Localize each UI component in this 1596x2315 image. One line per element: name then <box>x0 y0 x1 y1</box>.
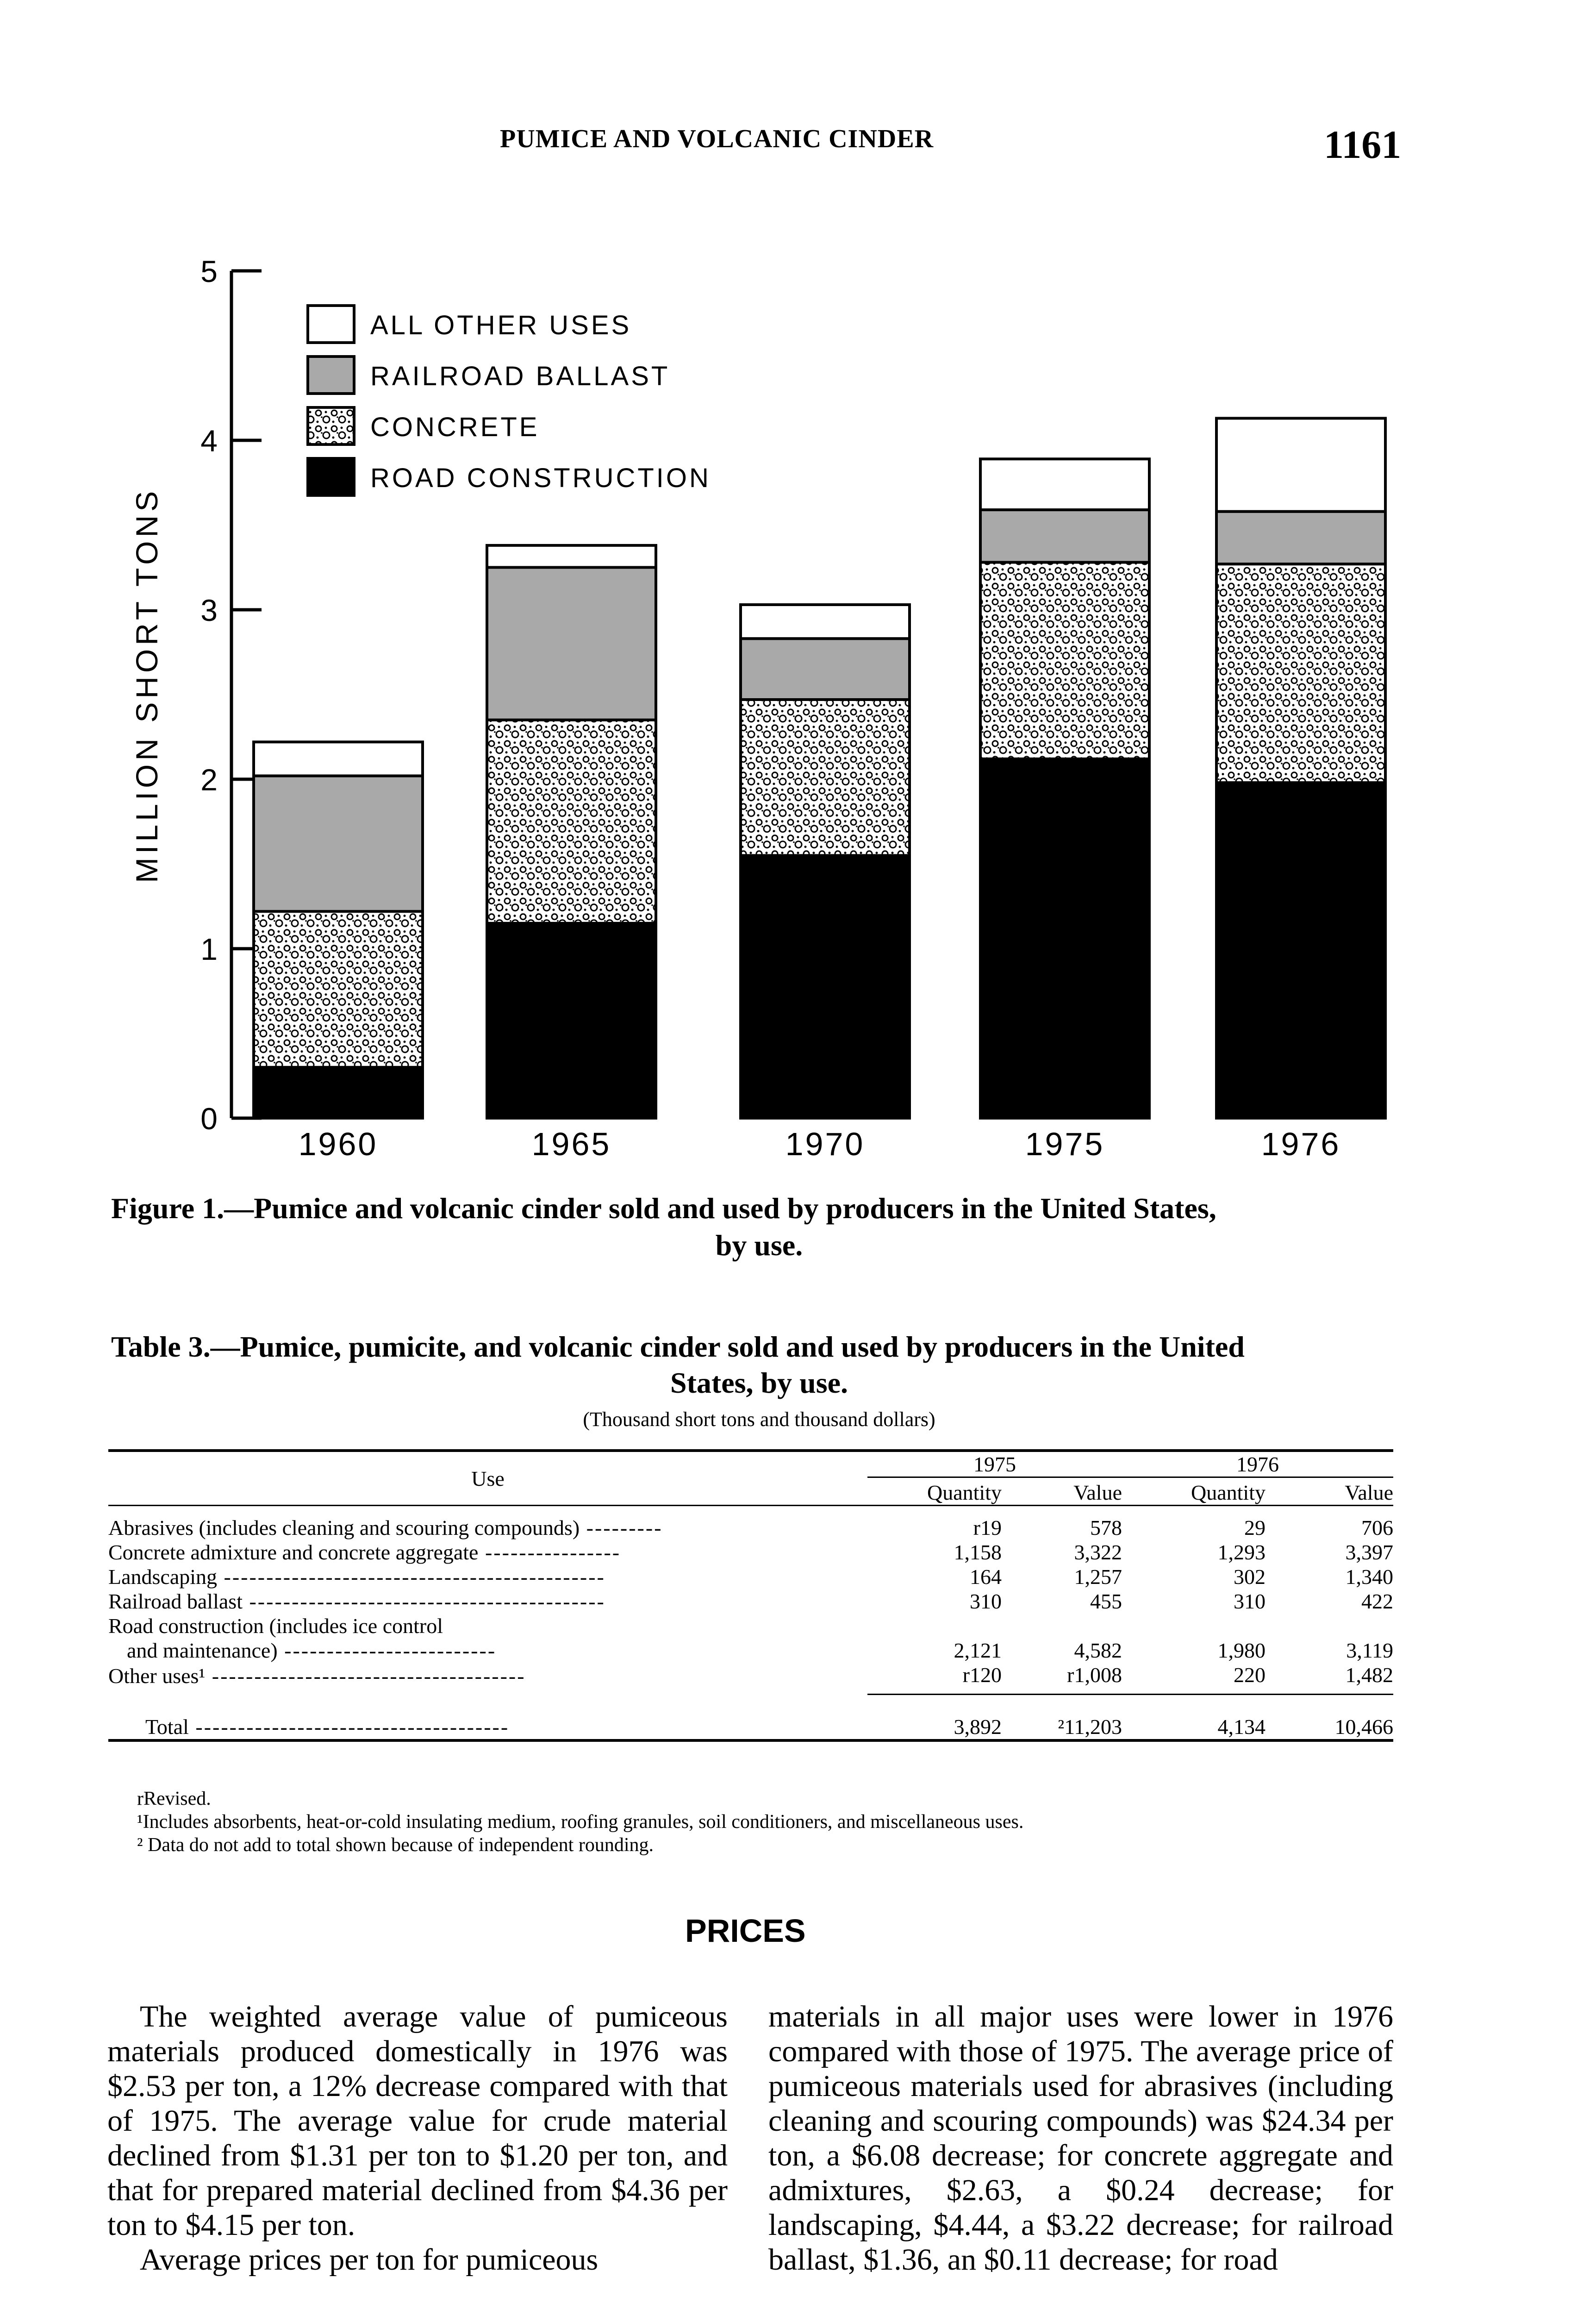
x-tick-label: 1975 <box>1025 1126 1105 1162</box>
page-number: 1161 <box>1324 122 1402 167</box>
legend-swatch <box>308 357 354 394</box>
running-header-title: PUMICE AND VOLCANIC CINDER <box>500 125 934 153</box>
y-tick-label: 0 <box>200 1101 218 1136</box>
legend-label: ROAD CONSTRUCTION <box>370 463 711 493</box>
bar-segment-road-construction <box>741 856 910 1118</box>
table-cell: 302 <box>1234 1565 1266 1589</box>
bar-segment-concrete <box>487 720 656 923</box>
paragraph: Average prices per ton for pumiceous <box>140 2243 598 2277</box>
legend-label: ALL OTHER USES <box>370 310 632 340</box>
section-heading: PRICES <box>685 1913 806 1949</box>
table-row: Concrete admixture and concrete aggregate ---------------- 1,158 3,322 1,293 3,397 <box>108 1540 1393 1564</box>
bars <box>254 418 1385 1118</box>
table-cell: r1,008 <box>1067 1663 1122 1687</box>
bar-segment-road-construction <box>254 1067 423 1118</box>
bar-segment-railroad-ballast <box>254 776 423 912</box>
footnote: ² Data do not add to total shown because of independent rounding. <box>137 1834 654 1856</box>
row-label: Concrete admixture and concrete aggregate <box>108 1540 479 1564</box>
y-tick-label: 2 <box>200 763 218 797</box>
y-tick-label: 3 <box>200 593 218 627</box>
bar-segment-road-construction <box>980 759 1149 1118</box>
bar-segment-road-construction <box>1216 782 1385 1118</box>
table-cell: 706 <box>1361 1516 1393 1539</box>
legend-swatch <box>308 407 354 444</box>
table-cell: 3,397 <box>1345 1540 1393 1564</box>
y-axis-label: MILLION SHORT TONS <box>130 487 164 883</box>
table-cell: 578 <box>1090 1516 1122 1539</box>
row-label: Landscaping <box>108 1565 218 1589</box>
left-text-column <box>107 1999 728 2277</box>
column-header-quantity: Quantity <box>867 1477 1002 1506</box>
figure-caption-line1: Figure 1.—Pumice and volcanic cinder sold and used by producers in the United States, <box>111 1192 1216 1225</box>
legend-label: CONCRETE <box>370 412 540 442</box>
bar-segment-concrete <box>1216 564 1385 782</box>
table-cell: 3,892 <box>867 1695 1002 1740</box>
footnote: ¹Includes absorbents, heat-or-cold insulating medium, roofing granules, soil conditioners, and miscellaneous uses. <box>137 1811 1024 1833</box>
column-header-use: Use <box>471 1466 505 1490</box>
paragraph: The weighted average value of pumiceous materials produced domestically in 1976 was $2.53 per ton, a 12% decrease compared with that of 1975. The average value for crude material declined from $1.31 per ton to $1.20 per ton, and that for prepared material declined from $4.36 per ton to $4.15 per ton. <box>107 2000 728 2242</box>
bar-segment-concrete <box>741 700 910 856</box>
table-cell: 455 <box>1090 1589 1122 1613</box>
table-cell: 1,340 <box>1345 1565 1393 1589</box>
legend-swatch <box>308 306 354 343</box>
table-units: (Thousand short tons and thousand dollars) <box>583 1408 935 1431</box>
table-cell: 3,119 <box>1346 1639 1393 1662</box>
table-cell: ²11,203 <box>1002 1695 1122 1740</box>
table-cell: 3,322 <box>1074 1540 1122 1564</box>
data-table <box>108 1449 1393 1742</box>
table-cell: 422 <box>1361 1589 1393 1613</box>
legend-label: RAILROAD BALLAST <box>370 361 670 391</box>
column-header-quantity: Quantity <box>1122 1477 1266 1506</box>
row-label-continued: and maintenance) <box>127 1639 278 1662</box>
bar-segment-all-other-uses <box>254 742 423 776</box>
x-tick-labels <box>299 1126 1341 1162</box>
bar-segment-all-other-uses <box>741 605 910 638</box>
table-title <box>111 1329 1407 1401</box>
table-row <box>108 1614 1393 1638</box>
table-cell: 1,158 <box>954 1540 1002 1564</box>
row-label: Abrasives (includes cleaning and scouring compounds) <box>108 1516 580 1539</box>
table-cell: r120 <box>962 1663 1002 1687</box>
table-row: Abrasives (includes cleaning and scouring compounds) --------- r19 578 29 706 <box>108 1506 1393 1540</box>
table-row: Railroad ballast ------------------------------------------ 310 455 310 422 <box>108 1589 1393 1613</box>
row-label: Road construction (includes ice control <box>108 1614 443 1638</box>
table-title-line2: States, by use. <box>670 1366 848 1399</box>
bar-segment-railroad-ballast <box>487 568 656 720</box>
table-cell: 4,582 <box>1074 1639 1122 1662</box>
x-tick-label: 1970 <box>785 1126 865 1162</box>
footnote: rRevised. <box>137 1788 211 1809</box>
table-cell: 310 <box>970 1589 1002 1613</box>
x-tick-label: 1976 <box>1261 1126 1341 1162</box>
paragraph: materials in all major uses were lower in 1976 compared with those of 1975. The average price of pumiceous materials used for abrasives (including cleaning and scouring compounds) was $24.34 per ton, a $6.08 decrease; for concrete aggregate and admixtures, $2.63, a $0.24 decrease; for landscaping, $4.44, a $3.22 decrease; for railroad ballast, $1.36, an $0.11 decrease; for road <box>768 2000 1393 2277</box>
column-header-year-1976: 1976 <box>1236 1452 1279 1476</box>
table-row: and maintenance) ------------------------- 2,121 4,582 1,980 3,119 <box>127 1639 1393 1662</box>
table-cell: 220 <box>1234 1663 1266 1687</box>
table-cell: 1,257 <box>1074 1565 1122 1589</box>
row-label: Railroad ballast <box>108 1589 243 1613</box>
bar-segment-concrete <box>254 911 423 1067</box>
bar-segment-all-other-uses <box>980 459 1149 510</box>
y-tick-label: 5 <box>200 254 218 288</box>
bar-segment-railroad-ballast <box>980 510 1149 562</box>
table-cell: r19 <box>973 1516 1002 1539</box>
chart-legend <box>308 306 711 495</box>
figure-caption <box>111 1190 1407 1264</box>
table-cell: 164 <box>970 1565 1002 1589</box>
table-cell: 1,980 <box>1217 1639 1266 1662</box>
total-label: Total <box>145 1714 189 1739</box>
bar-segment-all-other-uses <box>1216 418 1385 511</box>
table-cell: 1,482 <box>1345 1663 1393 1687</box>
y-tick-label: 1 <box>200 932 218 966</box>
table-cell: 2,121 <box>954 1639 1002 1662</box>
bar-segment-railroad-ballast <box>741 638 910 700</box>
table-cell: 4,134 <box>1122 1695 1266 1740</box>
table-total-row: Total ------------------------------------- 3,892 ²11,203 4,134 10,466 <box>108 1695 1393 1740</box>
table-cell: 10,466 <box>1266 1695 1393 1740</box>
bar-segment-all-other-uses <box>487 545 656 568</box>
y-tick-label: 4 <box>200 424 218 458</box>
legend-swatch <box>308 458 354 495</box>
table-footnotes <box>137 1787 1415 1857</box>
table-cell: 1,293 <box>1217 1540 1266 1564</box>
figure-caption-line2: by use. <box>715 1229 803 1262</box>
bar-segment-railroad-ballast <box>1216 512 1385 564</box>
right-text-column <box>768 1999 1393 2277</box>
column-header-value: Value <box>1002 1477 1122 1506</box>
table-cell: 29 <box>1244 1516 1266 1539</box>
bar-segment-concrete <box>980 563 1149 759</box>
table-row: Landscaping --------------------------------------------- 164 1,257 302 1,340 <box>108 1565 1393 1589</box>
x-tick-label: 1965 <box>531 1126 611 1162</box>
table-cell: 310 <box>1234 1589 1266 1613</box>
column-header-value: Value <box>1266 1477 1393 1506</box>
bar-segment-road-construction <box>487 923 656 1118</box>
row-label: Other uses¹ <box>108 1664 206 1688</box>
table-row: Other uses¹ ------------------------------------- r120 r1,008 220 1,482 <box>108 1663 1393 1695</box>
column-header-year-1975: 1975 <box>973 1452 1016 1476</box>
x-tick-label: 1960 <box>298 1126 378 1162</box>
table-title-line1: Table 3.—Pumice, pumicite, and volcanic cinder sold and used by producers in the United <box>111 1330 1245 1363</box>
